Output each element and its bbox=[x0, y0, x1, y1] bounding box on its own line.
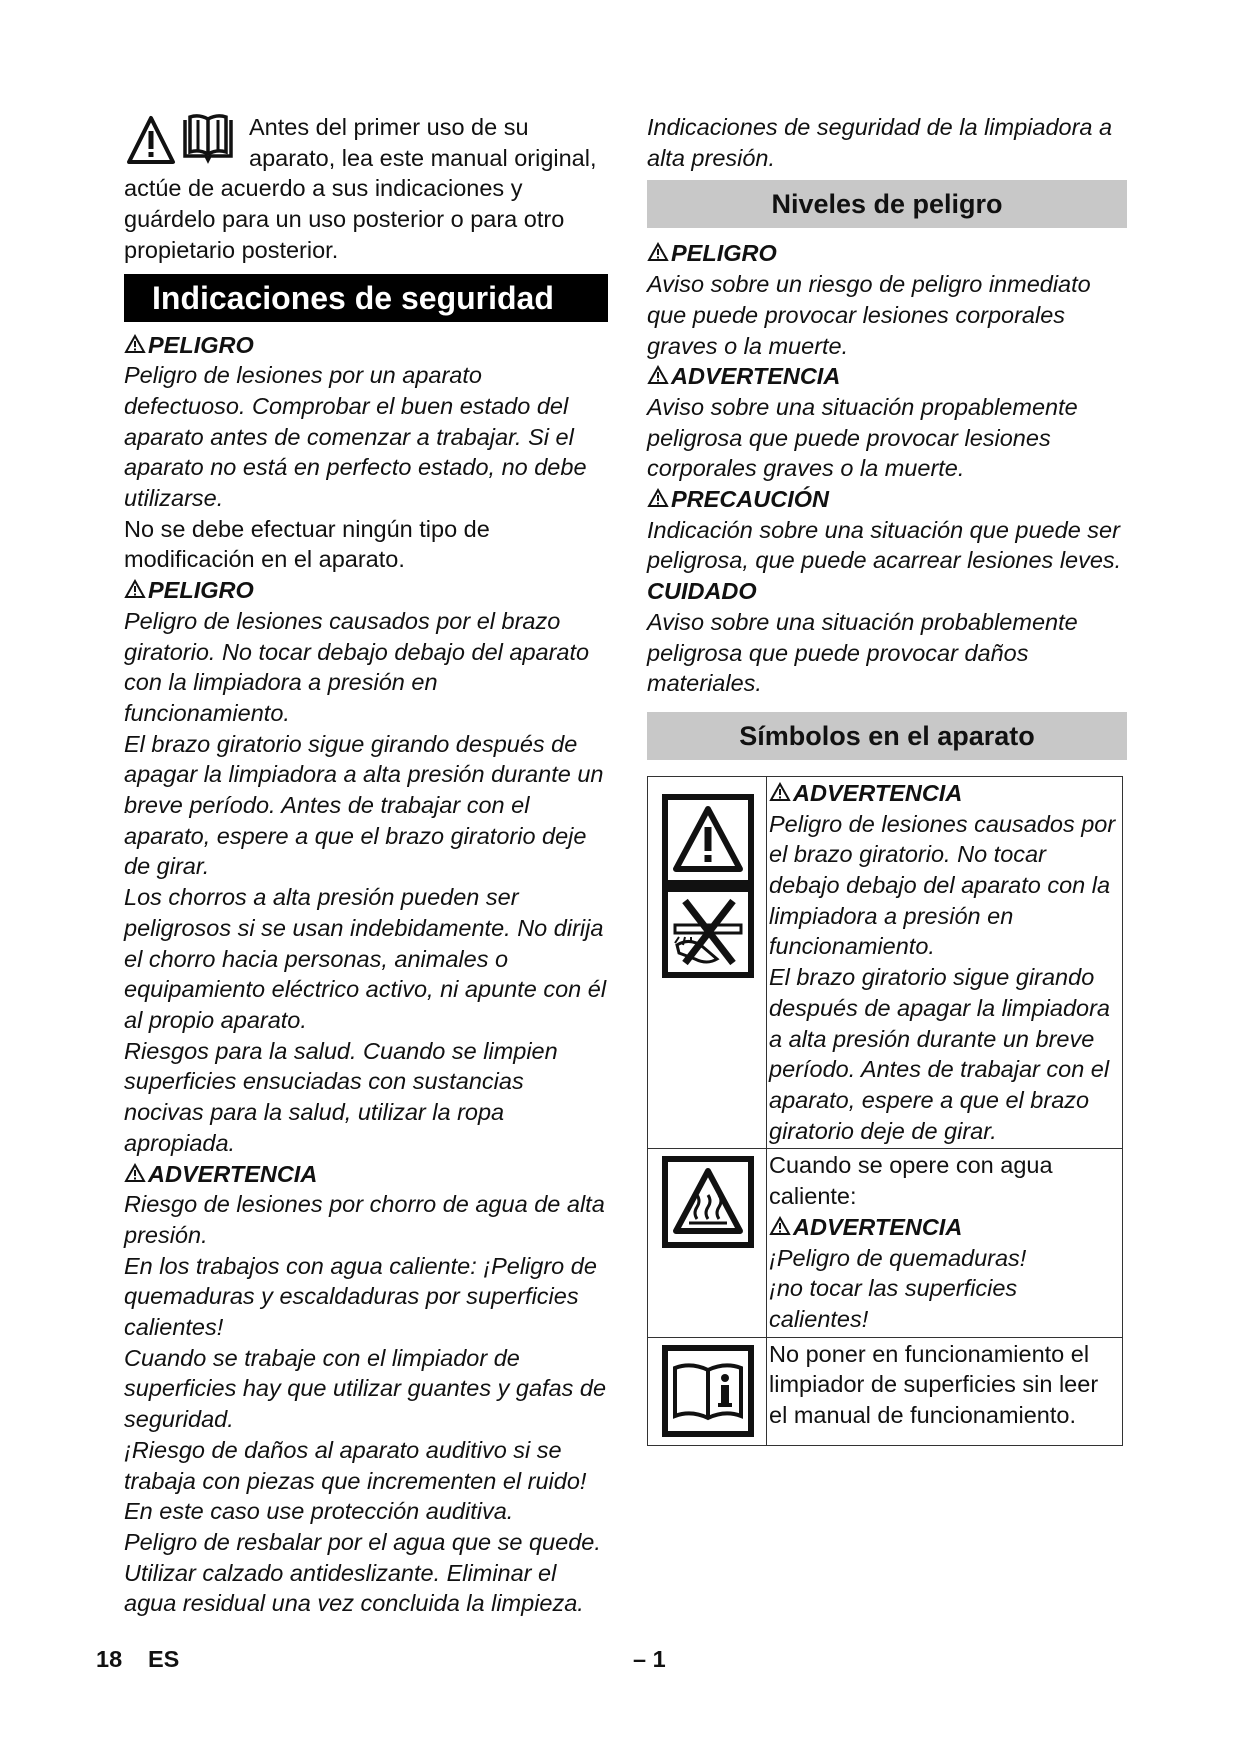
symbol-text-cell bbox=[767, 776, 1123, 1148]
level-label: PRECAUCIÓN bbox=[671, 486, 829, 513]
page-index: – 1 bbox=[633, 1646, 666, 1672]
level-label: CUIDADO bbox=[647, 578, 757, 605]
warning-triangle-icon bbox=[769, 1216, 793, 1237]
right-column bbox=[647, 112, 1127, 1446]
warning-triangle-icon bbox=[124, 334, 148, 355]
rotating-arm-warning-icon bbox=[655, 777, 759, 983]
warning-triangle-icon bbox=[647, 242, 671, 263]
warning-triangle-icon bbox=[647, 365, 671, 386]
warning-text: ¡Riesgo de daños al aparato auditivo si se trabaja con piezas que incrementen el ruido! En este caso use protección auditiva. bbox=[124, 1436, 587, 1525]
warning-triangle-icon bbox=[769, 782, 793, 803]
manual-book-icon bbox=[182, 114, 234, 172]
symbol-warning-label: ADVERTENCIA bbox=[793, 1213, 963, 1240]
intro-block bbox=[124, 112, 608, 266]
symbol-row bbox=[648, 1149, 1123, 1337]
level-text: Aviso sobre una situación probablemente peligrosa que puede provocar daños materiales. bbox=[647, 608, 1078, 697]
warning-text: Cuando se trabaje con el limpiador de superficies hay que utilizar guantes y gafas de seguridad. bbox=[124, 1344, 607, 1433]
symbol-warning bbox=[769, 1212, 1120, 1243]
symbol-row bbox=[648, 1337, 1123, 1446]
safety-heading: Indicaciones de seguridad bbox=[124, 274, 608, 322]
warning-label: PELIGRO bbox=[148, 577, 254, 604]
warning-triangle-icon bbox=[124, 579, 148, 600]
symbol-text: El brazo giratorio sigue girando después de apagar la limpiadora a alta presión durante un breve período. Antes de trabajar con el aparato, espere a que el brazo giratorio deje de girar. bbox=[769, 964, 1110, 1144]
level-precaucion bbox=[647, 484, 1127, 515]
symbols-heading: Símbolos en el aparato bbox=[647, 712, 1127, 760]
read-manual-icon bbox=[655, 1338, 759, 1438]
symbol-text: ¡Peligro de quemaduras! bbox=[769, 1244, 1027, 1271]
level-text: Indicación sobre una situación que puede ser peligrosa, que puede acarrear lesiones leves. bbox=[647, 516, 1122, 574]
warning-text: Peligro de lesiones causados por el brazo giratorio. No tocar debajo debajo del aparato con la limpiadora a presión en funcionamiento. bbox=[124, 607, 590, 726]
level-advertencia bbox=[647, 361, 1127, 392]
level-text: Aviso sobre una situación propablemente peligrosa que puede provocar lesiones corporales graves o la muerte. bbox=[647, 393, 1078, 482]
level-cuidado bbox=[647, 576, 1127, 607]
symbol-icon-cell bbox=[648, 1337, 767, 1446]
warning-text: Peligro de lesiones por un aparato defectuoso. Comprobar el buen estado del aparato antes de comenzar a trabajar. Si el aparato no está en perfecto estado, no debe utilizarse. bbox=[124, 362, 587, 512]
warning-advertencia bbox=[124, 1159, 608, 1190]
symbol-row bbox=[648, 776, 1123, 1148]
symbols-table bbox=[647, 776, 1123, 1446]
warning-text: Peligro de resbalar por el agua que se quede. Utilizar calzado antideslizante. Eliminar el agua residual una vez concluida la limpieza. bbox=[124, 1528, 601, 1617]
modification-text: No se debe efectuar ningún tipo de modificación en el aparato. bbox=[124, 515, 490, 573]
level-label: ADVERTENCIA bbox=[671, 363, 841, 390]
symbol-text: Cuando se opere con agua caliente: bbox=[769, 1152, 1053, 1210]
symbol-icon-cell bbox=[648, 1149, 767, 1337]
levels-heading: Niveles de peligro bbox=[647, 180, 1127, 228]
symbol-text-cell bbox=[767, 1149, 1123, 1337]
page-number: 18 bbox=[96, 1646, 123, 1672]
symbol-text: Peligro de lesiones causados por el brazo giratorio. No tocar debajo debajo del aparato con la limpiadora a presión en funcionamiento. bbox=[769, 810, 1116, 960]
high-pressure-safety-text: Indicaciones de seguridad de la limpiadora a alta presión. bbox=[647, 114, 1113, 171]
symbol-icon-cell bbox=[648, 776, 767, 1148]
warning-text: En los trabajos con agua caliente: ¡Peligro de quemaduras y escaldaduras por superficies calientes! bbox=[124, 1252, 597, 1341]
symbol-warning-label: ADVERTENCIA bbox=[793, 779, 963, 806]
warning-peligro-1 bbox=[124, 330, 608, 361]
warning-text: El brazo giratorio sigue girando después de apagar la limpiadora a alta presión durante un breve período. Antes de trabajar con el aparato, espere a que el brazo giratorio deje de girar. bbox=[124, 730, 604, 880]
warning-label: PELIGRO bbox=[148, 331, 254, 358]
symbol-text: No poner en funcionamiento el limpiador de superficies sin leer el manual de funcionamiento. bbox=[769, 1340, 1099, 1429]
warning-triangle-icon bbox=[124, 1163, 148, 1184]
symbol-warning bbox=[769, 778, 1120, 809]
symbol-text-cell bbox=[767, 1337, 1123, 1446]
left-column bbox=[124, 112, 608, 1619]
warning-text: Los chorros a alta presión pueden ser peligrosos si se usan indebidamente. No dirija el chorro hacia personas, animales o equipamiento eléctrico activo, ni apunte con él al propio aparato. bbox=[124, 884, 607, 1033]
level-label: PELIGRO bbox=[671, 240, 777, 267]
language-code: ES bbox=[148, 1646, 180, 1672]
warning-text: Riesgos para la salud. Cuando se limpien superficies ensuciadas con sustancias nocivas para la salud, utilizar la ropa apropiada. bbox=[124, 1037, 558, 1156]
intro-text: Antes del primer uso de su aparato, lea este manual original, actúe de acuerdo a sus indicaciones y guárdelo para un uso posterior o para otro propietario posterior. bbox=[124, 114, 597, 263]
symbol-text: ¡no tocar las superficies calientes! bbox=[769, 1275, 1018, 1332]
level-peligro bbox=[647, 238, 1127, 269]
hot-surface-icon bbox=[655, 1149, 759, 1249]
warning-label: ADVERTENCIA bbox=[148, 1160, 318, 1187]
warning-peligro-2 bbox=[124, 575, 608, 606]
level-text: Aviso sobre un riesgo de peligro inmediato que puede provocar lesiones corporales graves o la muerte. bbox=[647, 271, 1091, 359]
warning-triangle-icon bbox=[647, 488, 671, 509]
warning-text: Riesgo de lesiones por chorro de agua de alta presión. bbox=[124, 1191, 605, 1248]
